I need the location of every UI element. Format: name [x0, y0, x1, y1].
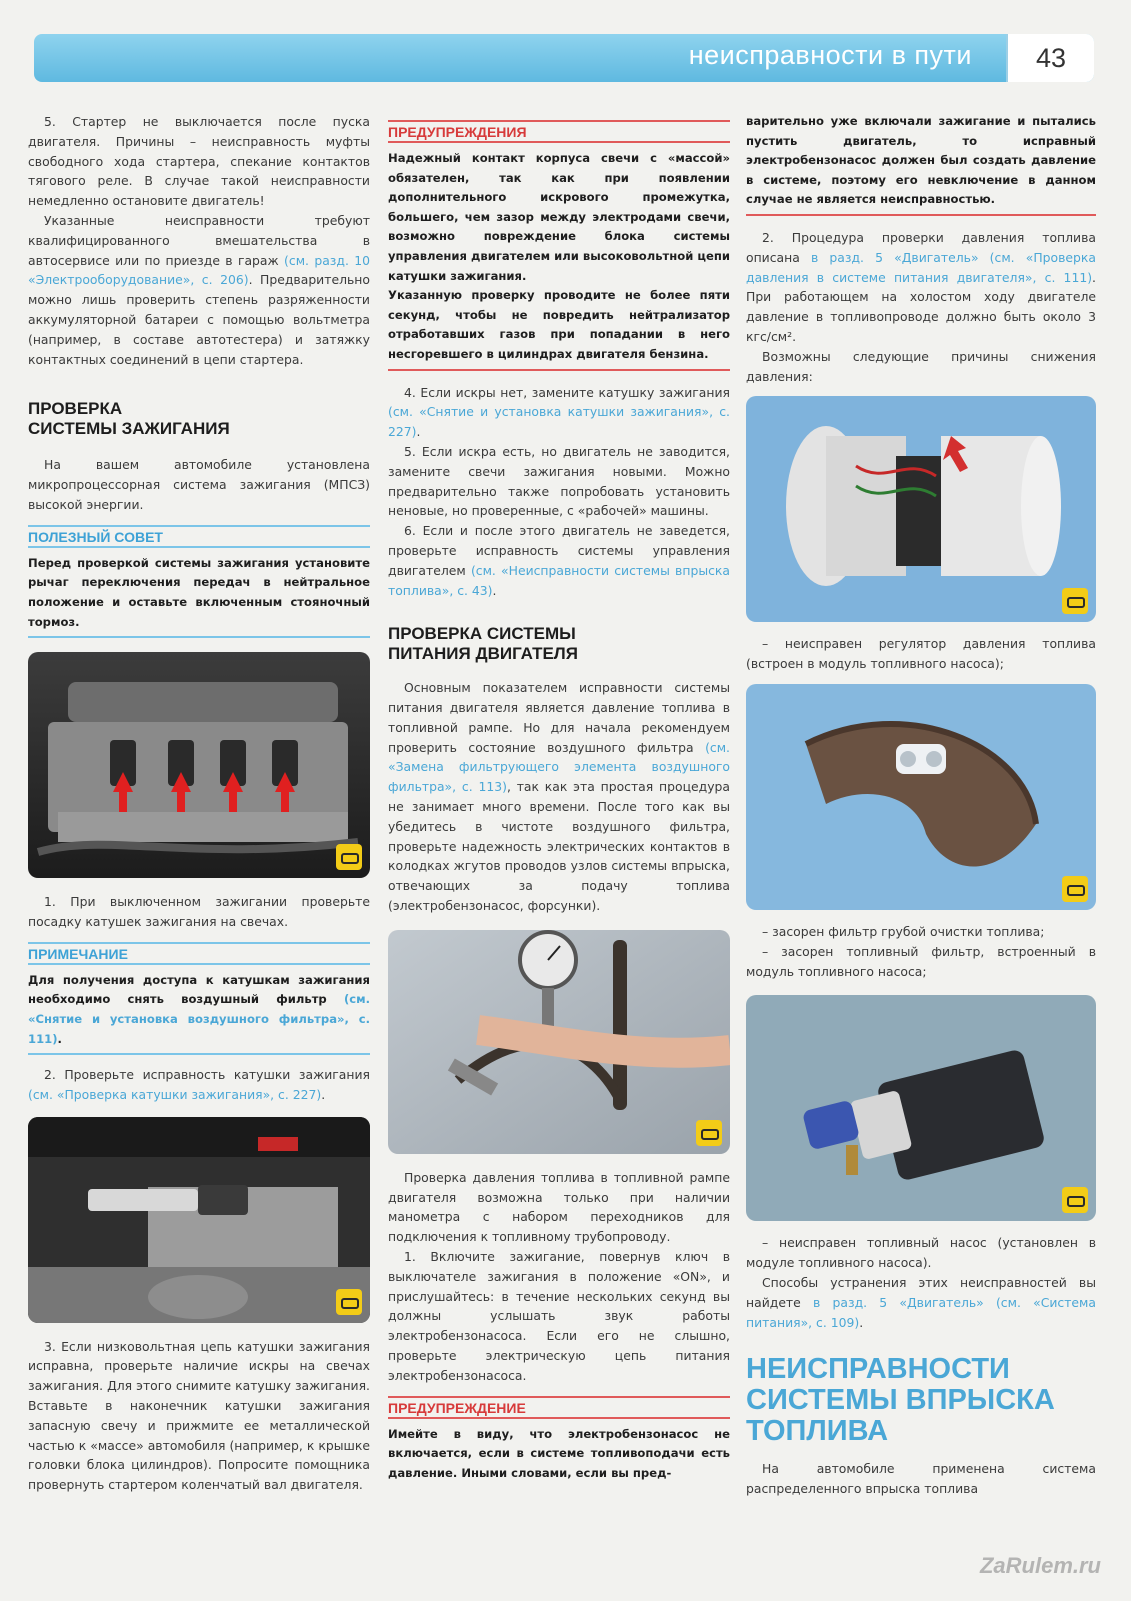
spark-plug-photo: [28, 1117, 370, 1323]
pressure-gauge-photo: [388, 930, 730, 1154]
page-number: 43: [1035, 43, 1067, 73]
cross-reference-link[interactable]: (см. разд. 10 «Электрооборудование», с. 206): [28, 252, 370, 288]
warning-continuation: варительно уже включали зажигание и пытались пустить двигатель, то исправный электробензонасос должен был создать давление в системе, поэтому его невключение в данном случае не является неисправностью.: [746, 114, 1096, 207]
cross-reference-link[interactable]: (см. «Снятие и установка катушки зажигания», с. 227): [388, 404, 730, 440]
cross-reference-link[interactable]: (см. «Снятие и установка воздушного фильтра», с. 111): [28, 992, 370, 1046]
note-heading: ПРИМЕЧАНИЕ: [28, 942, 370, 965]
fuel-pump-photo: [746, 995, 1096, 1221]
photo-caption: – засорен фильтр грубой очистки топлива;: [762, 923, 1045, 939]
divider: [28, 636, 370, 638]
paragraph: Указанные неисправности требуют квалифицированного вмешательства в автосервисе или по приезде в гараж (см. разд. 10 «Электрооборудование», с. 206). Предварительно можно лишь проверить степень разряженности аккумуляторной батареи с помощью вольтметра (например, в составе автотестера) и затяжку контактных соединений в цепи стартера.: [28, 212, 370, 367]
tip-text: Перед проверкой системы зажигания установите рычаг переключения передач в нейтральное положение и оставьте включенным стояночный тормоз.: [28, 555, 370, 629]
warning-heading: ПРЕДУПРЕЖДЕНИЯ: [388, 120, 730, 143]
warning-heading: ПРЕДУПРЕЖДЕНИЕ: [388, 1396, 730, 1419]
paragraph: 6. Если и после этого двигатель не заведется, проверьте исправность системы управления двигателем (см. «Неисправности системы впрыска топлива», с. 43).: [388, 523, 730, 598]
fuel-pressure-regulator-image: [746, 396, 1096, 622]
divider: [746, 214, 1096, 216]
paragraph: 3. Если низковольтная цепь катушки зажигания исправна, проверьте наличие искры на свечах зажигания. Для этого снимите катушку зажигания. Вставьте в наконечник катушки зажигания запасную свечу и прижмите ее металлической частью к «массе» автомобиля (например, к крышке головки блока цилиндров). Попросите помощника провернуть стартером коленчатый вал двигателя.: [28, 1338, 370, 1493]
major-section-heading: НЕИСПРАВНОСТИ СИСТЕМЫ ВПРЫСКА ТОПЛИВА: [746, 1353, 1055, 1448]
paragraph: Способы устранения этих неисправностей вы найдете в разд. 5 «Двигатель» (см. «Система питания», с. 109).: [746, 1274, 1096, 1330]
coarse-fuel-filter-image: [746, 684, 1096, 910]
tip-heading: ПОЛЕЗНЫЙ СОВЕТ: [28, 525, 370, 548]
warning-text: Имейте в виду, что электробензонасос не включается, если в системе топливоподачи есть давление. Иными словами, если вы пред-: [388, 1426, 730, 1480]
pressure-gauge-image: [388, 930, 730, 1154]
paragraph: 2. Проверьте исправность катушки зажигания (см. «Проверка катушки зажигания», с. 227).: [28, 1067, 370, 1102]
paragraph: На вашем автомобиле установлена микропроцессорная система зажигания (МПСЗ) высокой энергии.: [28, 457, 370, 512]
camera-icon: [1062, 876, 1088, 902]
column-3: [746, 112, 1096, 1499]
watermark-logo: ZaRulem.ru: [979, 1553, 1101, 1578]
cross-reference-link[interactable]: (см. «Неисправности системы впрыска топлива», с. 43): [388, 562, 730, 598]
paragraph: Основным показателем исправности системы питания двигателя является давление топлива в топливной рампе. Но для начала рекомендуем проверить состояние воздушного фильтра (см. «Замена фильтрующего элемента воздушного фильтра», с. 113), так как эта простая процедура не занимает много времени. После того как вы убедитесь в чистоте воздушного фильтра, проверьте надежность электрических контактов в колодках жгутов проводов узлов системы впрыска, отвечающих за подачу топлива (электробензонасос, форсунки).: [388, 680, 730, 914]
fuel-module-photo: [746, 396, 1096, 622]
column-1: [28, 112, 370, 1495]
paragraph: 5. Если искра есть, но двигатель не заводится, замените свечи зажигания новыми. Можно предварительно также попробовать установить неновые, но проверенные, с «рабочей» машины.: [388, 443, 730, 519]
warning-text: Указанную проверку проводите не более пяти секунд, чтобы не повредить нейтрализатор отработавших газов при попадании в него несгоревшего в цилиндрах двигателя бензина.: [388, 288, 730, 361]
fuel-pump-image: [746, 995, 1096, 1221]
camera-icon: [336, 844, 362, 870]
section-title: неисправности в пути: [688, 40, 972, 70]
paragraph: 5. Стартер не выключается после пуска двигателя. Причины – неисправность муфты свободного хода стартера, спекание контактов тягового реле. В случае такой неисправности немедленно остановите двигатель!: [28, 114, 370, 209]
page-header: [34, 34, 1094, 82]
photo-caption: – неисправен топливный насос (установлен в модуле топливного насоса).: [746, 1235, 1096, 1271]
column-2: [388, 112, 730, 1483]
note-text: Для получения доступа к катушкам зажигания необходимо снять воздушный фильтр (см. «Снятие и установка воздушного фильтра», с. 111).: [28, 972, 370, 1046]
paragraph: 1. При выключенном зажигании проверьте посадку катушек зажигания на свечах.: [28, 894, 370, 929]
camera-icon: [1062, 588, 1088, 614]
paragraph: 2. Процедура проверки давления топлива описана в разд. 5 «Двигатель» (см. «Проверка давления в системе питания двигателя», с. 111). При работающем на холостом ходу двигателе давление в топливопроводе должно быть около 3 кгс/см².: [746, 229, 1096, 344]
paragraph: Возможны следующие причины снижения давления:: [746, 348, 1096, 384]
cross-reference-link[interactable]: в разд. 5 «Двигатель» (см. «Система питания», с. 109): [746, 1294, 1096, 1330]
coarse-filter-photo: [746, 684, 1096, 910]
cross-reference-link[interactable]: в разд. 5 «Двигатель» (см. «Проверка давления в системе питания двигателя», с. 111): [746, 249, 1096, 285]
engine-coils-image: [28, 652, 370, 878]
camera-icon: [336, 1289, 362, 1315]
divider: [28, 1053, 370, 1055]
engine-coils-photo: [28, 652, 370, 878]
page-number-box: [1006, 34, 1094, 82]
paragraph: 4. Если искры нет, замените катушку зажигания (см. «Снятие и установка катушки зажигания», с. 227).: [388, 384, 730, 440]
spark-plug-image: [28, 1117, 370, 1323]
paragraph: На автомобиле применена система распределенного впрыска топлива: [746, 1461, 1096, 1497]
camera-icon: [696, 1120, 722, 1146]
divider: [388, 369, 730, 371]
warning-text: Надежный контакт корпуса свечи с «массой» обязателен, так как при появлении дополнительного искрового промежутка, большего, чем зазор между электродами свечи, возможно повреждение блока системы управления двигателем или высоковольтной цепи катушки зажигания.: [388, 151, 730, 283]
paragraph: Проверка давления топлива в топливной рампе двигателя возможна только при наличии манометра с набором переходников для подключения к топливному трубопроводу.: [388, 1169, 730, 1245]
section-heading: ПРОВЕРКА СИСТЕМЫ ПИТАНИЯ ДВИГАТЕЛЯ: [388, 624, 578, 664]
photo-caption: – неисправен регулятор давления топлива (встроен в модуль топливного насоса);: [746, 636, 1096, 672]
cross-reference-link[interactable]: (см. «Проверка катушки зажигания», с. 227): [28, 1086, 322, 1102]
paragraph: 1. Включите зажигание, повернув ключ в выключателе зажигания в положение «ON», и прислушайтесь: в течение нескольких секунд вы должны услышать звук работы электробензонасоса. Если его не слышно, проверьте электрическую цепь питания электробензонасоса.: [388, 1249, 730, 1383]
section-heading: ПРОВЕРКА СИСТЕМЫ ЗАЖИГАНИЯ: [28, 399, 230, 439]
camera-icon: [1062, 1187, 1088, 1213]
cross-reference-link[interactable]: (см. «Замена фильтрующего элемента воздушного фильтра», с. 113): [388, 739, 730, 795]
photo-caption: – засорен топливный фильтр, встроенный в модуль топливного насоса;: [746, 943, 1096, 979]
